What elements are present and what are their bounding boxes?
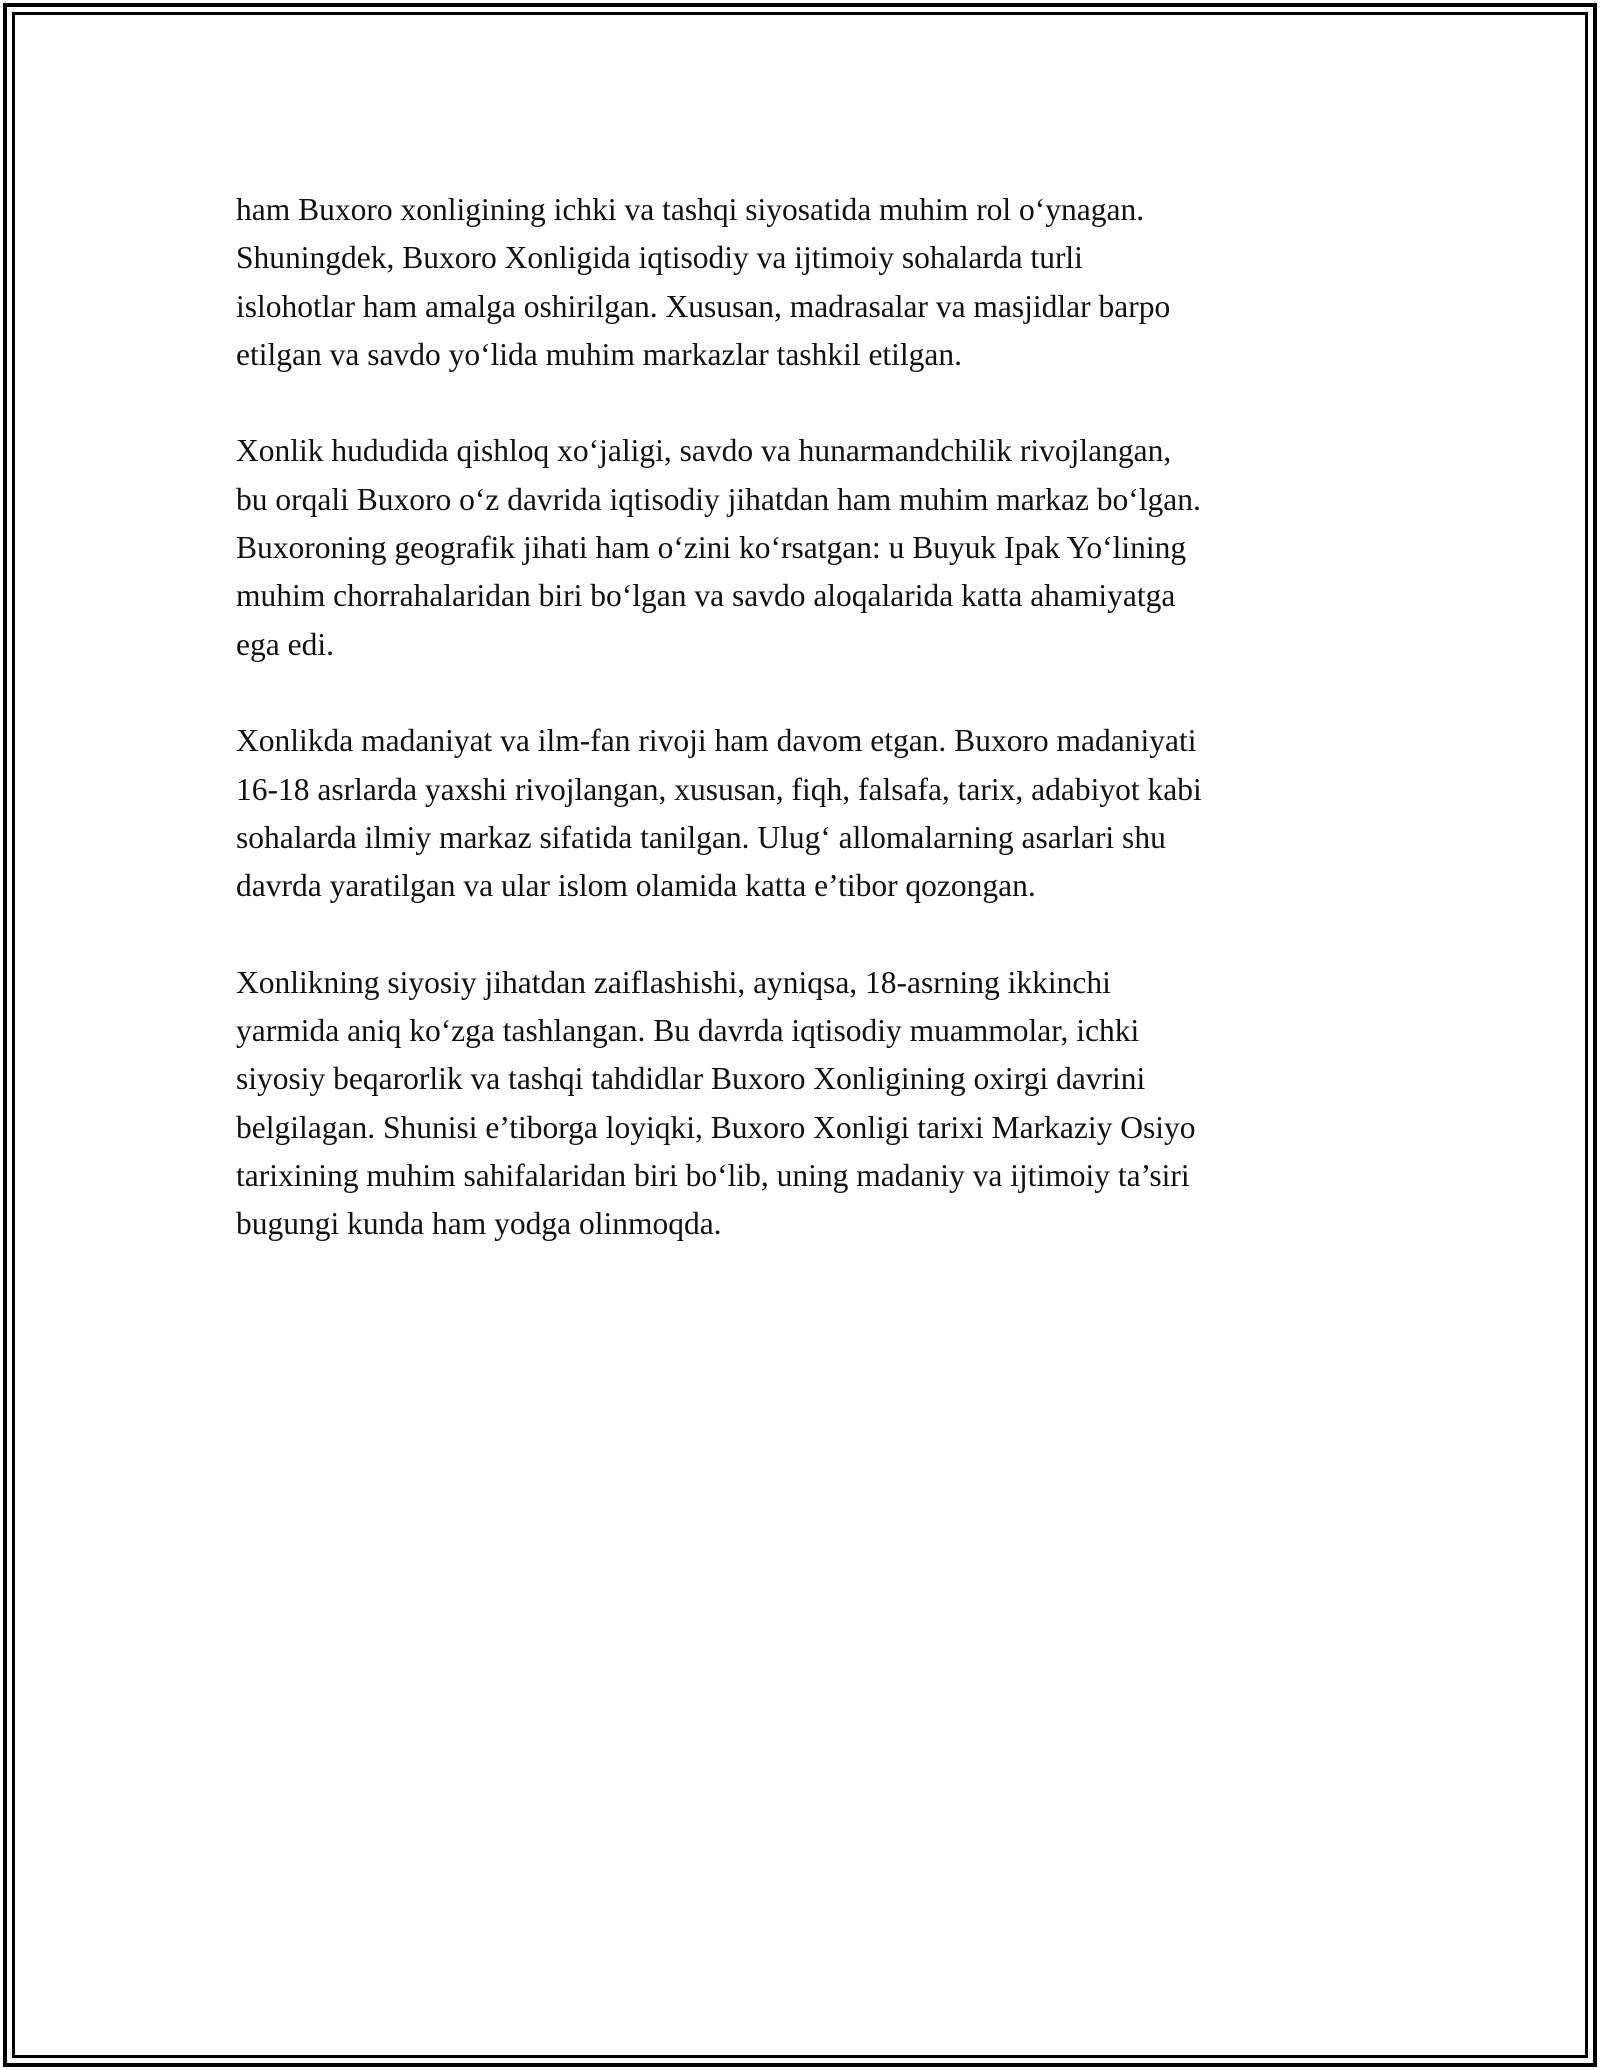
paragraph-1: [236, 186, 1396, 379]
text-line: Shuningdek, Buxoro Xonligida iqtisodiy va ijtimoiy sohalarda turli: [236, 240, 1083, 276]
text-line: bu orqali Buxoro o‘z davrida iqtisodiy jihatdan ham muhim markaz bo‘lgan.: [236, 481, 1201, 517]
paragraph-2: [236, 427, 1396, 668]
text-line: ega edi.: [236, 626, 334, 662]
text-line: Xonlik hududida qishloq xo‘jaligi, savdo va hunarmandchilik rivojlangan,: [236, 433, 1172, 469]
text-line: belgilagan. Shunisi e’tiborga loyiqki, Buxoro Xonligi tarixi Markaziy Osiyo: [236, 1109, 1196, 1145]
text-line: ham Buxoro xonligining ichki va tashqi siyosatida muhim rol o‘ynagan.: [236, 192, 1145, 227]
text-line: sohalarda ilmiy markaz sifatida tanilgan. Ulug‘ allomalarning asarlari shu: [236, 819, 1166, 855]
text-line: etilgan va savdo yo‘lida muhim markazlar tashkil etilgan.: [236, 336, 963, 372]
text-line: muhim chorrahalaridan biri bo‘lgan va savdo aloqalarida katta ahamiyatga: [236, 578, 1176, 614]
text-line: tarixining muhim sahifalaridan biri bo‘lib, uning madaniy va ijtimoiy ta’siri: [236, 1157, 1190, 1193]
text-line: Xonlikda madaniyat va ilm-fan rivoji ham davom etgan. Buxoro madaniyati: [236, 723, 1197, 759]
text-line: islohotlar ham amalga oshirilgan. Xususan, madrasalar va masjidlar barpo: [236, 288, 1171, 324]
document-body: [236, 186, 1396, 1297]
text-line: Xonlikning siyosiy jihatdan zaiflashishi, ayniqsa, 18-asrning ikkinchi: [236, 964, 1111, 1000]
paragraph-3: [236, 717, 1396, 910]
text-line: siyosiy beqarorlik va tashqi tahdidlar Buxoro Xonligining oxirgi davrini: [236, 1061, 1146, 1097]
text-line: yarmida aniq ko‘zga tashlangan. Bu davrda iqtisodiy muammolar, ichki: [236, 1013, 1140, 1049]
text-line: bugungi kunda ham yodga olinmoqda.: [236, 1206, 722, 1242]
text-line: davrda yaratilgan va ular islom olamida katta e’tibor qozongan.: [236, 868, 1036, 904]
text-line: Buxoroning geografik jihati ham o‘zini ko‘rsatgan: u Buyuk Ipak Yo‘lining: [236, 530, 1187, 566]
paragraph-4: [236, 959, 1396, 1249]
text-line: 16-18 asrlarda yaxshi rivojlangan, xususan, fiqh, falsafa, tarix, adabiyot kabi: [236, 771, 1202, 807]
